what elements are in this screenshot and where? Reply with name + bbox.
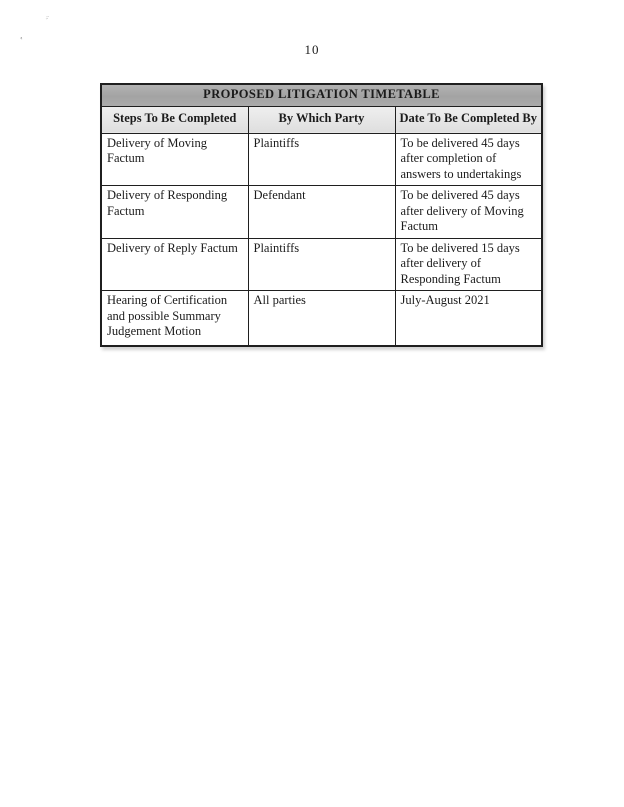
cell-step: Hearing of Certification and possible Summary Judgement Motion — [101, 291, 248, 346]
cell-step: Delivery of Reply Factum — [101, 238, 248, 291]
litigation-timetable-container — [100, 83, 543, 347]
table-row — [101, 291, 542, 346]
table-row — [101, 133, 542, 186]
cell-party: Defendant — [248, 186, 395, 239]
table-header-row — [101, 106, 542, 133]
litigation-timetable — [100, 83, 543, 347]
table-title: PROPOSED LITIGATION TIMETABLE — [101, 84, 542, 106]
table-title-row — [101, 84, 542, 106]
scan-speck: ᵜ — [19, 34, 23, 44]
cell-date: To be delivered 45 days after delivery of Moving Factum — [395, 186, 542, 239]
cell-step: Delivery of Responding Factum — [101, 186, 248, 239]
cell-date: To be delivered 15 days after delivery of Responding Factum — [395, 238, 542, 291]
scan-speck: ᵕ̈ — [45, 14, 48, 24]
cell-date: To be delivered 45 days after completion of answers to undertakings — [395, 133, 542, 186]
column-header-date: Date To Be Completed By — [395, 106, 542, 133]
page-number: 10 — [304, 42, 320, 57]
table-row — [101, 186, 542, 239]
cell-party: Plaintiffs — [248, 133, 395, 186]
table-row — [101, 238, 542, 291]
table-body — [101, 133, 542, 346]
cell-step: Delivery of Moving Factum — [101, 133, 248, 186]
cell-date: July-August 2021 — [395, 291, 542, 346]
table-head — [101, 84, 542, 133]
column-header-steps: Steps To Be Completed — [101, 106, 248, 133]
cell-party: All parties — [248, 291, 395, 346]
cell-party: Plaintiffs — [248, 238, 395, 291]
column-header-party: By Which Party — [248, 106, 395, 133]
